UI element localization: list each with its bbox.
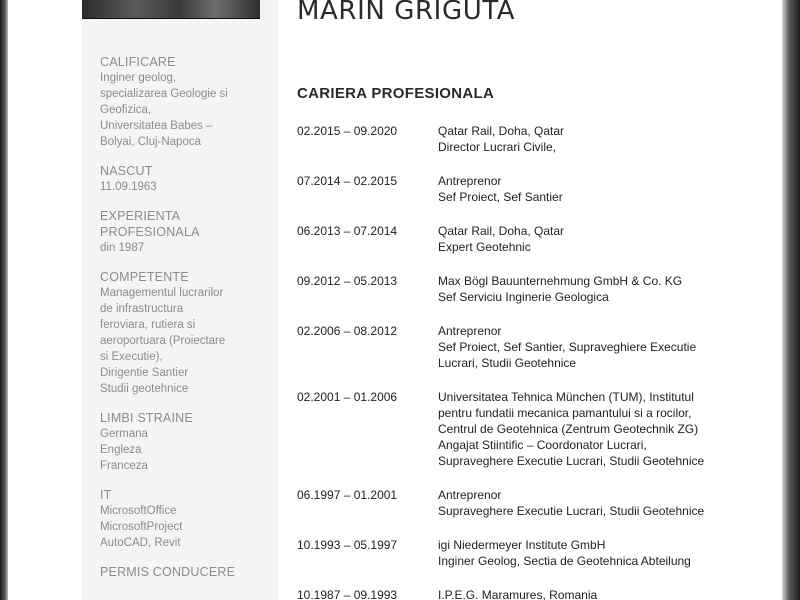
career-line: Antreprenor xyxy=(438,174,502,188)
career-entry xyxy=(297,587,767,600)
sidebar-section xyxy=(100,487,260,551)
sidebar-section xyxy=(100,208,260,256)
career-line: Qatar Rail, Doha, Qatar xyxy=(438,224,565,238)
career-line: Qatar Rail, Doha, Qatar xyxy=(438,124,565,138)
sidebar-section-title: PERMIS CONDUCERE xyxy=(100,565,236,579)
career-entry xyxy=(297,389,767,469)
career-entry xyxy=(297,223,767,255)
sidebar-text: Managementul lucrarilor xyxy=(100,287,224,299)
sidebar-text: Germana xyxy=(100,428,148,440)
career-line: igi Niedermeyer Institute GmbH xyxy=(438,538,606,552)
career-line: Supraveghere Executie Lucrari, Studii Geotehnice xyxy=(438,504,705,518)
sidebar-text: specializarea Geologie si xyxy=(100,88,228,100)
career-line: Centrul de Geotehnica (Zentrum Geotechnik ZG) xyxy=(438,422,699,436)
career-entry xyxy=(297,323,767,371)
career-line: Supraveghere Executie Lucrari, Studii Geotehnice xyxy=(438,454,705,468)
sidebar-text: Engleza xyxy=(100,444,142,456)
career-date: 10.1993 – 05.1997 xyxy=(297,538,398,552)
career-description xyxy=(438,389,704,469)
page-edge-left xyxy=(0,0,8,600)
career-description xyxy=(438,587,597,600)
sidebar xyxy=(100,54,260,593)
career-line: Antreprenor xyxy=(438,324,502,338)
sidebar-section-title: PROFESIONALA xyxy=(100,225,200,239)
career-line: Sef Proiect, Sef Santier, Supraveghiere Executie xyxy=(438,340,697,354)
career-line: Antreprenor xyxy=(438,488,502,502)
career-description xyxy=(438,323,696,371)
career-date: 02.2001 – 01.2006 xyxy=(297,390,398,404)
career-line: I.P.E.G. Maramures, Romania xyxy=(438,588,598,600)
sidebar-text: 11.09.1963 xyxy=(100,181,157,193)
sidebar-section xyxy=(100,564,260,580)
sidebar-text: MicrosoftOffice xyxy=(100,505,177,517)
career-line: Lucrari, Studii Geotehnice xyxy=(438,356,577,370)
career-entry xyxy=(297,173,767,205)
sidebar-text: aeroportuara (Proiectare xyxy=(100,335,226,347)
career-line: Director Lucrari Civile, xyxy=(438,140,557,154)
sidebar-text: Franceza xyxy=(100,460,148,472)
career-list xyxy=(297,123,767,600)
career-line: Universitatea Tehnica München (TUM), Institutul xyxy=(438,390,694,404)
career-entry xyxy=(297,273,767,305)
career-date: 10.1987 – 09.1993 xyxy=(297,588,398,600)
person-name: MARIN GRIGUTA xyxy=(297,0,516,26)
career-description xyxy=(438,123,564,155)
sidebar-section xyxy=(100,410,260,474)
career-entry xyxy=(297,487,767,519)
sidebar-text: Dirigentie Santier xyxy=(100,367,189,379)
career-date: 07.2014 – 02.2015 xyxy=(297,174,398,188)
sidebar-section-title: CALIFICARE xyxy=(100,55,176,69)
career-date: 02.2006 – 08.2012 xyxy=(297,324,398,338)
sidebar-section xyxy=(100,54,260,150)
career-description xyxy=(438,223,564,255)
sidebar-section xyxy=(100,269,260,397)
career-line: Max Bögl Bauunternehmung GmbH & Co. KG xyxy=(438,274,683,288)
sidebar-text: Studii geotehnice xyxy=(100,383,189,395)
sidebar-text: feroviara, rutiera si xyxy=(100,319,196,331)
career-date: 06.1997 – 01.2001 xyxy=(297,488,398,502)
sidebar-section-title: IT xyxy=(100,488,112,502)
profile-photo xyxy=(82,0,260,19)
career-date: 02.2015 – 09.2020 xyxy=(297,124,398,138)
sidebar-section-title: NASCUT xyxy=(100,164,153,178)
career-date: 09.2012 – 05.2013 xyxy=(297,274,398,288)
sidebar-text: AutoCAD, Revit xyxy=(100,537,181,549)
career-description xyxy=(438,537,691,569)
career-entry xyxy=(297,123,767,155)
career-line: Angajat Stiintific – Coordonator Lucrari, xyxy=(438,438,647,452)
career-section-title: CARIERA PROFESIONALA xyxy=(297,85,495,102)
sidebar-text: Bolyai, Cluj-Napoca xyxy=(100,136,201,148)
career-entry xyxy=(297,537,767,569)
career-line: Sef Serviciu Inginerie Geologica xyxy=(438,290,609,304)
sidebar-section-title: LIMBI STRAINE xyxy=(100,411,193,425)
sidebar-section xyxy=(100,163,260,195)
sidebar-text: din 1987 xyxy=(100,242,145,254)
sidebar-text: MicrosoftProject xyxy=(100,521,183,533)
sidebar-text: Universitatea Babes – xyxy=(100,120,213,132)
career-line: Expert Geotehnic xyxy=(438,240,531,254)
sidebar-text: Geofizica, xyxy=(100,104,152,116)
career-date: 06.2013 – 07.2014 xyxy=(297,224,398,238)
sidebar-text: Inginer geolog, xyxy=(100,72,177,84)
career-line: pentru fundatii mecanica pamantului si a rocilor, xyxy=(438,406,692,420)
sidebar-section-title: COMPETENTE xyxy=(100,270,189,284)
page-edge-right xyxy=(782,0,800,600)
career-description xyxy=(438,487,704,519)
career-line: Sef Proiect, Sef Santier xyxy=(438,190,563,204)
career-line: Inginer Geolog, Sectia de Geotehnica Abteilung xyxy=(438,554,691,568)
career-description xyxy=(438,173,563,205)
sidebar-text: de infrastructura xyxy=(100,303,184,315)
sidebar-section-title: EXPERIENTA xyxy=(100,209,181,223)
career-description xyxy=(438,273,682,305)
sidebar-text: si Executie), xyxy=(100,351,163,363)
